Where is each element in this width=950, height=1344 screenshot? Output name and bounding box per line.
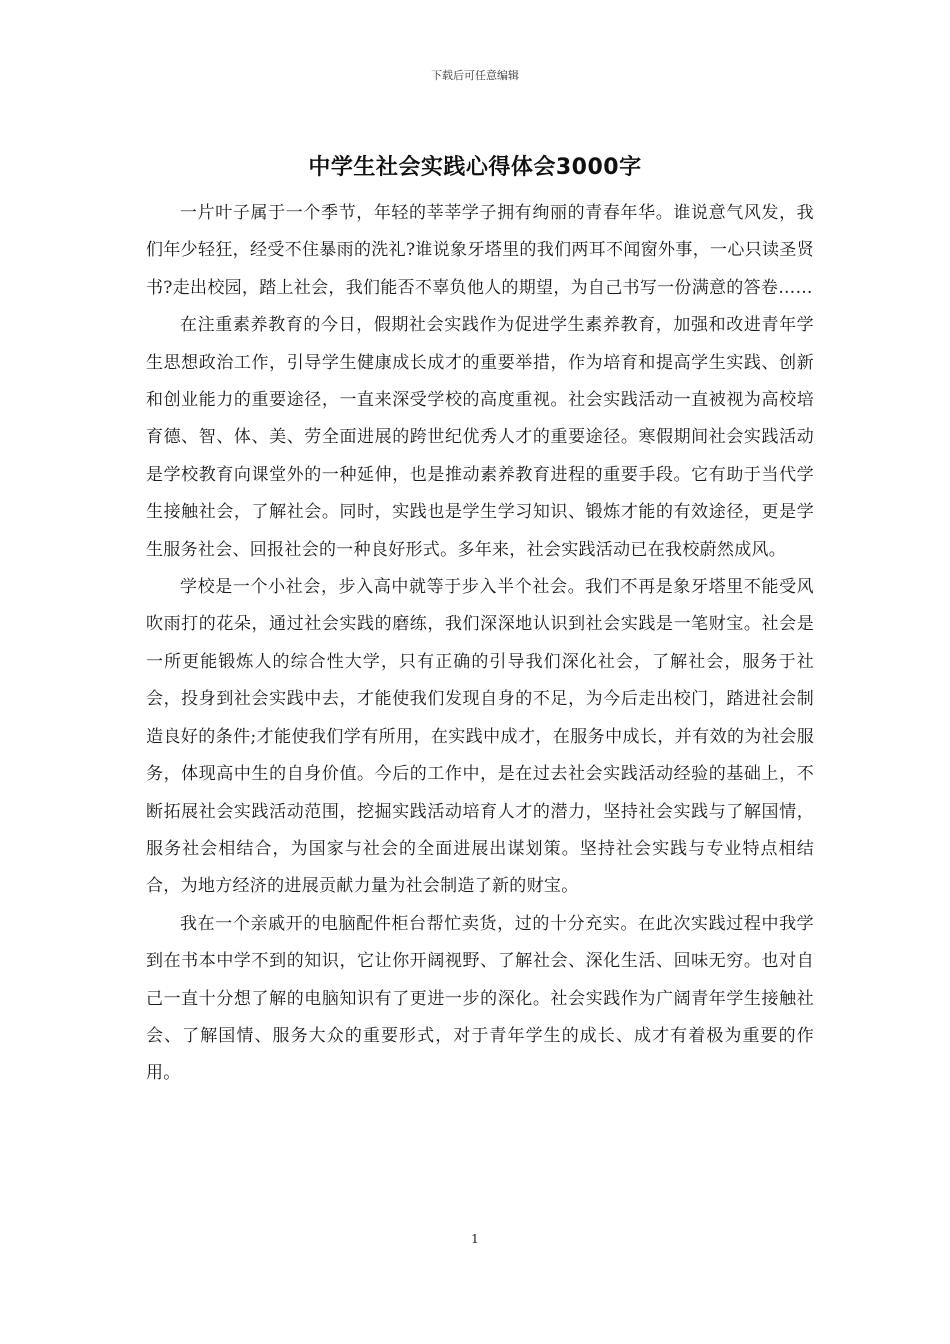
paragraph: 在注重素养教育的今日，假期社会实践作为促进学生素养教育，加强和改进青年学生思想政治工作，引导学生健康成长成才的重要举措，作为培育和提高学生实践、创新和创业能力的重要途径，一直来深受学校的高度重视。社会实践活动一直被视为高校培育德、智、体、美、劳全面进展的跨世纪优秀人才的重要途径。寒假期间社会实践活动是学校教育向课堂外的一种延伸，也是推动素养教育进程的重要手段。它有助于当代学生接触社会，了解社会。同时，实践也是学生学习知识、锻炼才能的有效途径，更是学生服务社会、回报社会的一种良好形式。多年来，社会实践活动已在我校蔚然成风。 <box>146 315 814 560</box>
document-title: 中学生社会实践心得体会3000字 <box>308 155 642 180</box>
page-number: 1 <box>471 1232 479 1246</box>
paragraph: 学校是一个小社会，步入高中就等于步入半个社会。我们不再是象牙塔里不能受风吹雨打的花朵，通过社会实践的磨练，我们深深地认识到社会实践是一笔财宝。社会是一所更能锻炼人的综合性大学，只有正确的引导我们深化社会，了解社会，服务于社会，投身到社会实践中去，才能使我们发现自身的不足，为今后走出校门，踏进社会制造良好的条件;才能使我们学有所用，在实践中成才，在服务中成长，并有效的为社会服务，体现高中生的自身价值。今后的工作中，是在过去社会实践活动经验的基础上，不断拓展社会实践活动范围，挖掘实践活动培育人才的潜力，坚持社会实践与了解国情，服务社会相结合，为国家与社会的全面进展出谋划策。坚持社会实践与专业特点相结合，为地方经济的进展贡献力量为社会制造了新的财宝。 <box>146 577 814 897</box>
header-note: 下载后可任意编辑 <box>431 69 519 82</box>
paragraph: 我在一个亲戚开的电脑配件柜台帮忙卖货，过的十分充实。在此次实践过程中我学到在书本中学不到的知识，它让你开阔视野、了解社会、深化生活、回味无穷。也对自己一直十分想了解的电脑知识有了更进一步的深化。社会实践作为广阔青年学生接触社会、了解国情、服务大众的重要形式，对于青年学生的成长、成才有着极为重要的作用。 <box>146 913 814 1084</box>
document-body <box>146 195 814 1093</box>
paragraph: 一片叶子属于一个季节，年轻的莘莘学子拥有绚丽的青春年华。谁说意气风发，我们年少轻狂，经受不住暴雨的洗礼?谁说象牙塔里的我们两耳不闻窗外事，一心只读圣贤书?走出校园，踏上社会，我们能否不辜负他人的期望，为自己书写一份满意的答卷…… <box>146 203 814 298</box>
